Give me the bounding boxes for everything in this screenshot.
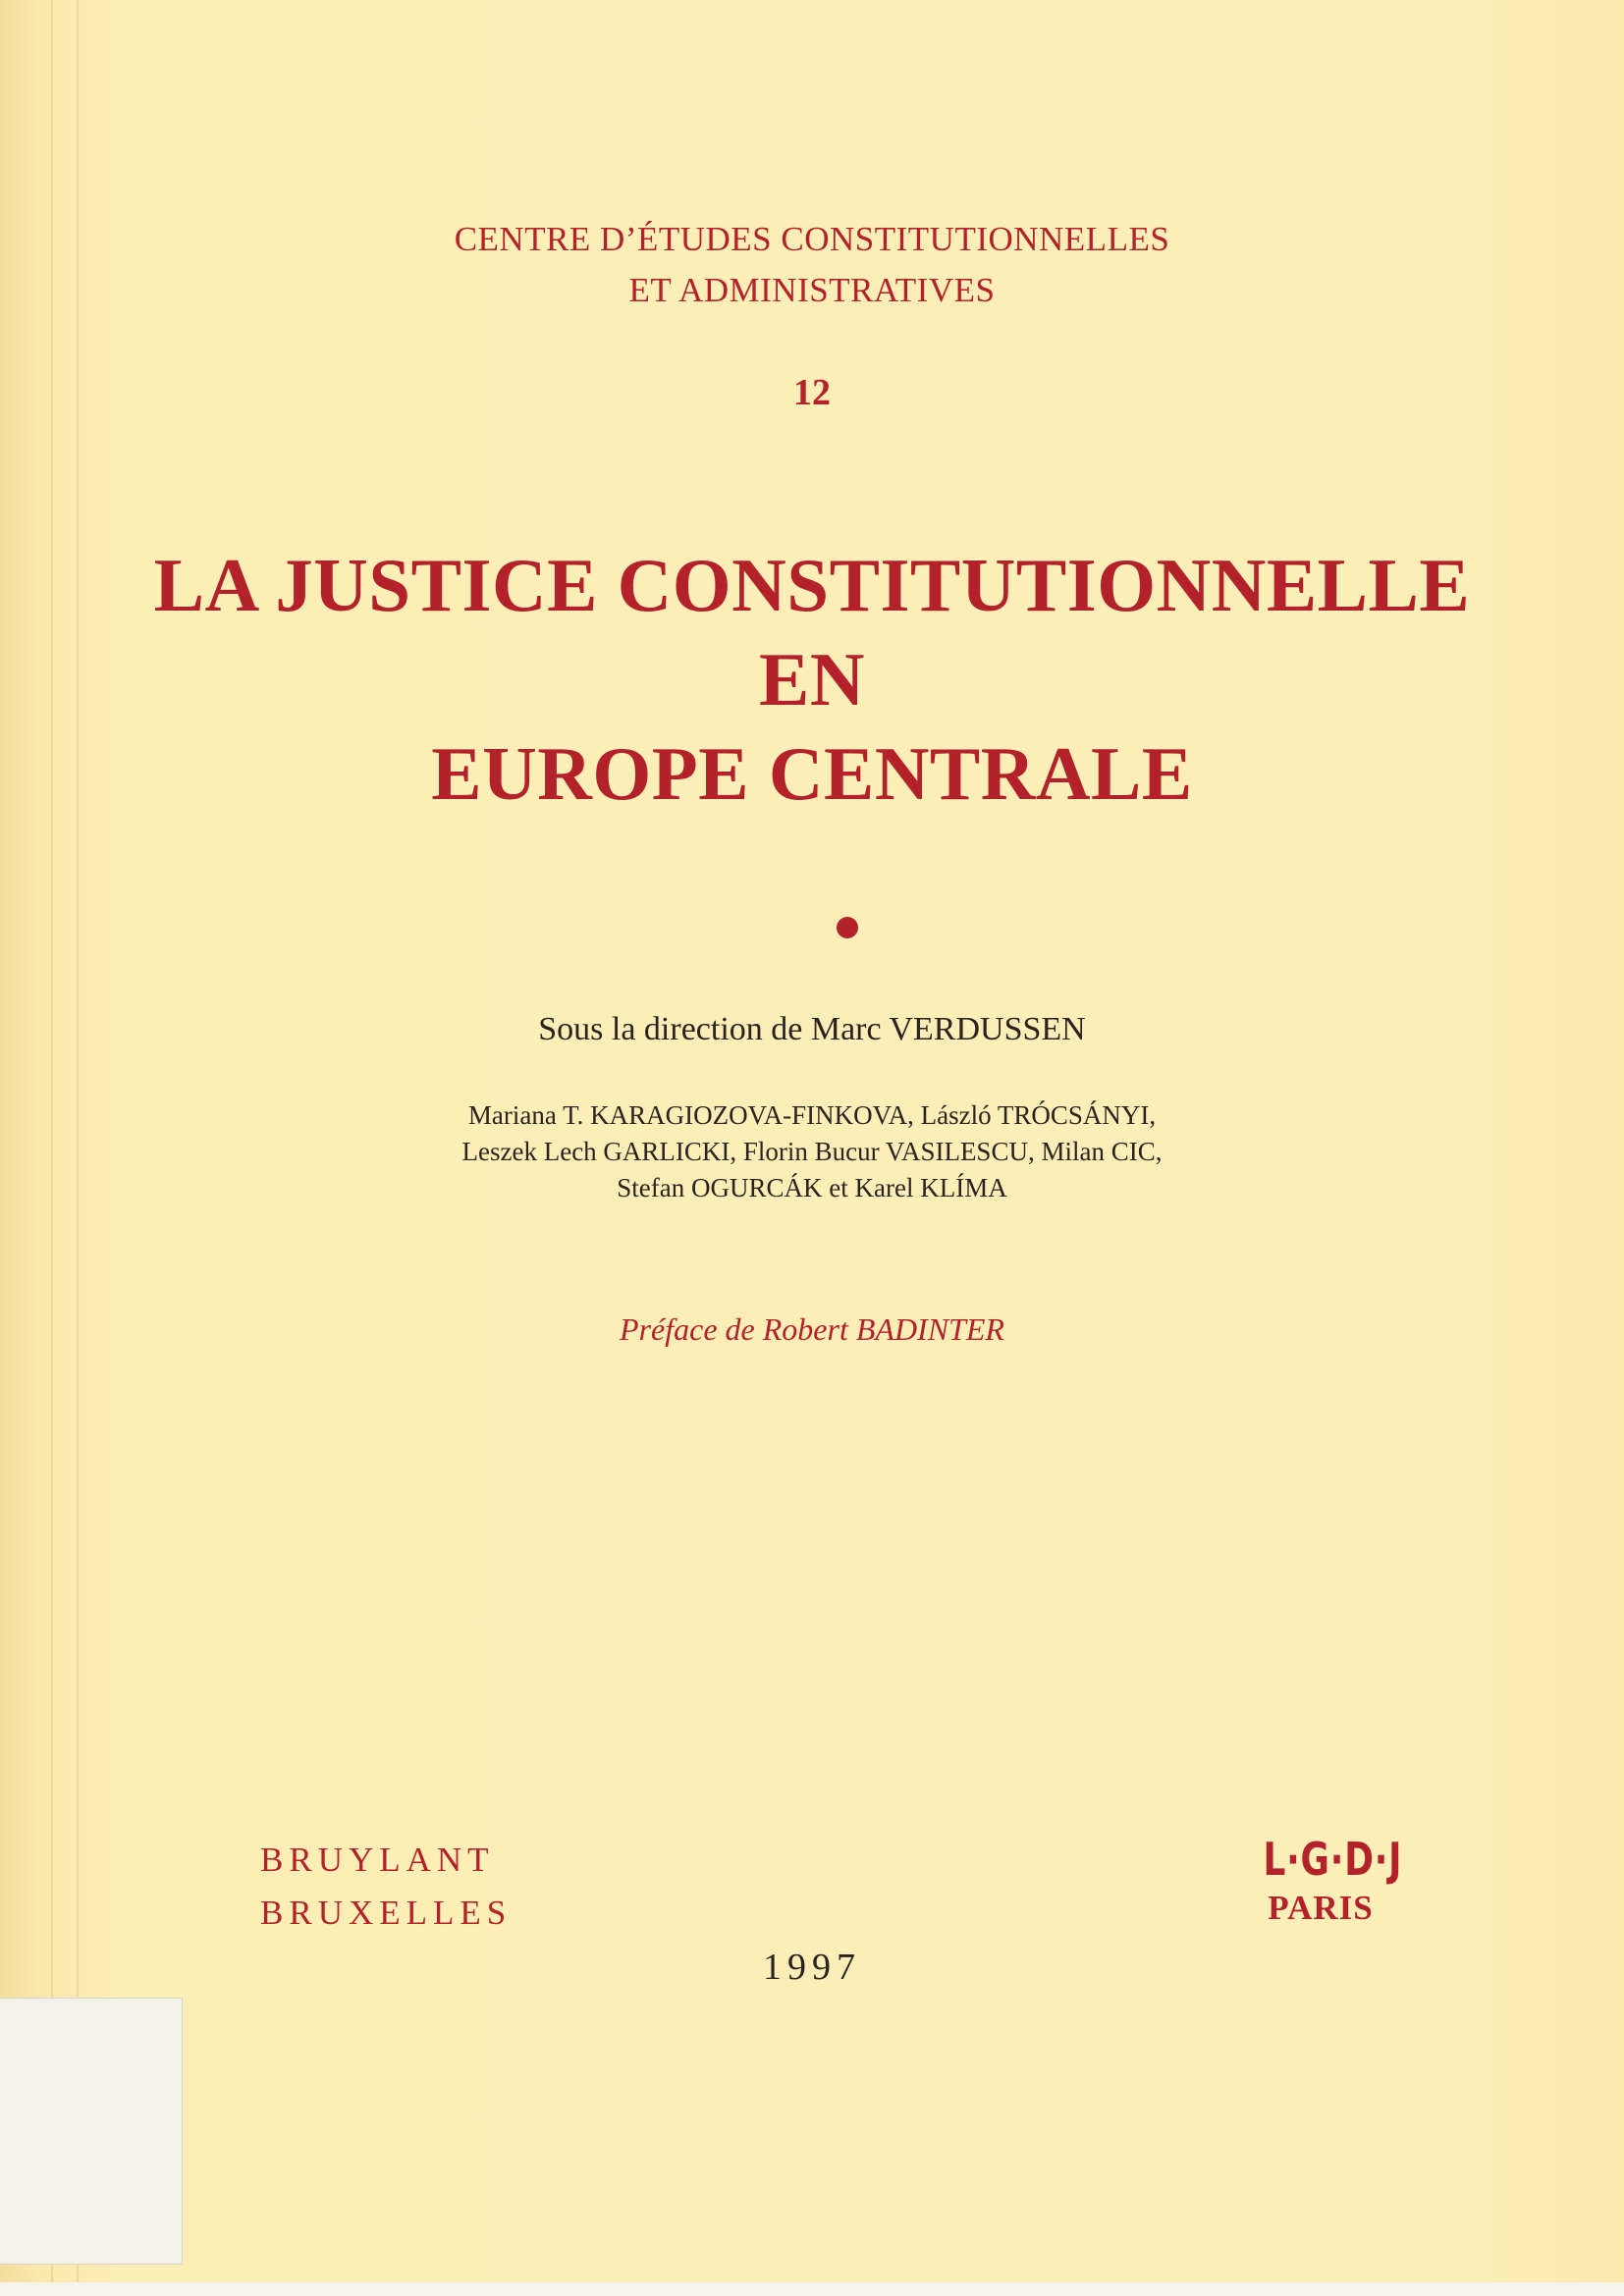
- series-number: 12: [793, 372, 831, 413]
- authors-line-3: Stefan OGURCÁK et Karel KLÍMA: [617, 1173, 1007, 1202]
- bullet-icon: [837, 917, 858, 938]
- publication-year: 1997: [763, 1947, 861, 1988]
- title-line-3: EUROPE CENTRALE: [431, 731, 1193, 816]
- scan-edge: [0, 2282, 1624, 2296]
- series-line-1: CENTRE D’ÉTUDES CONSTITUTIONNELLES: [454, 220, 1170, 258]
- series-title: [0, 214, 1624, 316]
- publisher-city: BRUXELLES: [260, 1894, 513, 1932]
- author-list: [0, 1097, 1624, 1206]
- publisher-name: BRUYLANT: [260, 1841, 495, 1879]
- authors-line-2: Leszek Lech GARLICKI, Florin Bucur VASILESCU, Milan CIC,: [461, 1137, 1163, 1166]
- preface-line: Préface de Robert BADINTER: [620, 1311, 1004, 1347]
- publisher-city-paris: PARIS: [1268, 1889, 1374, 1927]
- title-line-2: EN: [759, 637, 865, 721]
- lgdj-logo: L·G·D·J: [1263, 1833, 1403, 1886]
- book-title: [0, 538, 1624, 821]
- title-line-1: LA JUSTICE CONSTITUTIONNELLE: [153, 543, 1471, 627]
- publisher-bruylant: [260, 1834, 512, 1940]
- library-sticker: [0, 1998, 183, 2265]
- editor-line: Sous la direction de Marc VERDUSSEN: [538, 1011, 1086, 1047]
- series-line-2: ET ADMINISTRATIVES: [628, 271, 996, 309]
- publisher-lgdj: [1247, 1832, 1403, 1930]
- authors-line-1: Mariana T. KARAGIOZOVA-FINKOVA, László TRÓCSÁNYI,: [467, 1100, 1157, 1130]
